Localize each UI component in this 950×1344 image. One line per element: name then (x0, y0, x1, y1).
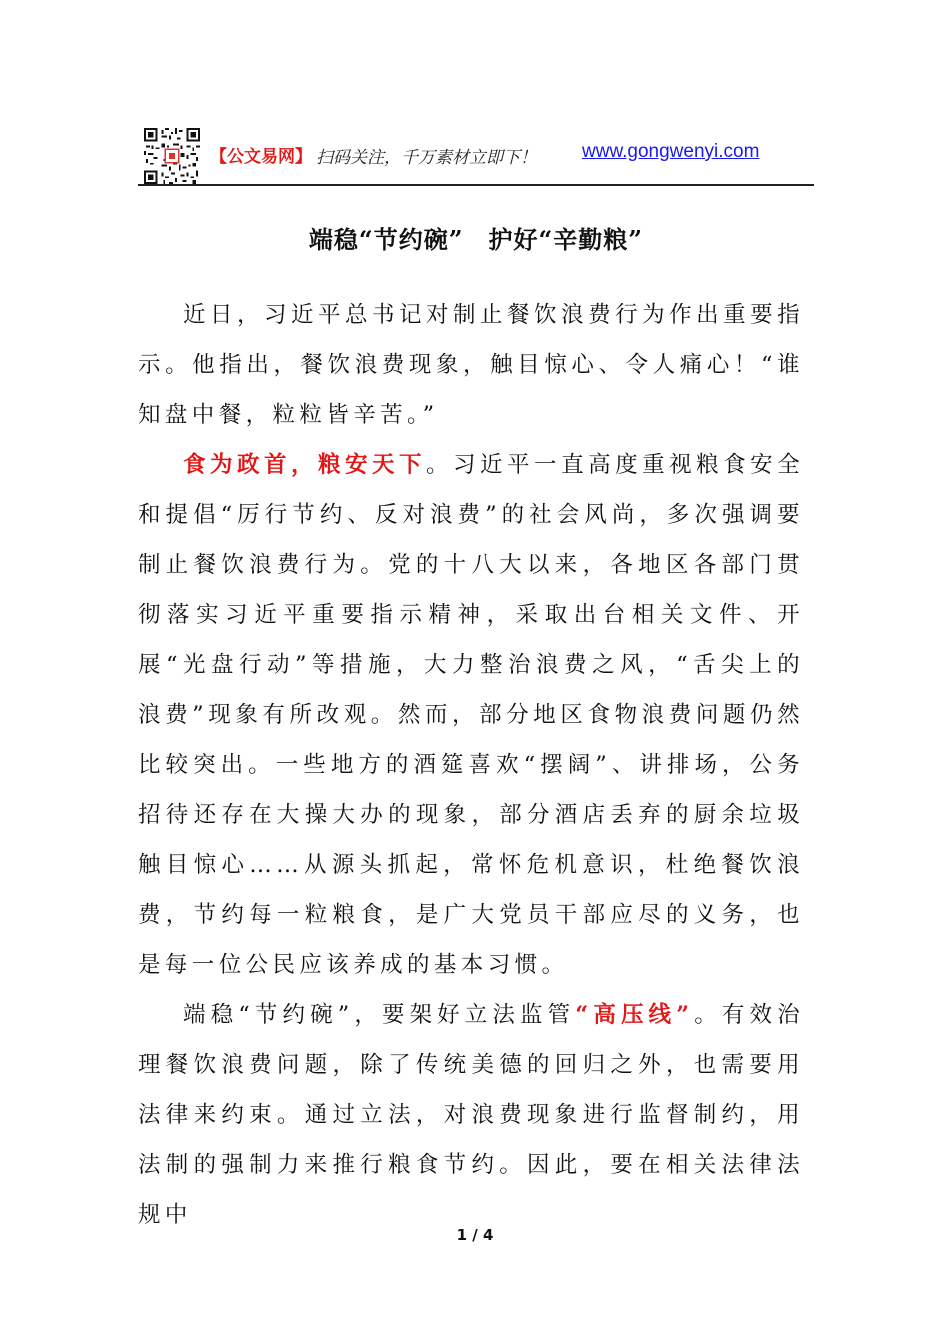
site-brand: 【公文易网】 (210, 147, 312, 167)
paragraph-3 (138, 990, 804, 1240)
header-banner (138, 126, 814, 186)
site-slogan: 扫码关注，千万素材立即下！ (316, 148, 537, 168)
site-url-link[interactable]: www.gongwenyi.com (582, 141, 760, 162)
qr-code-icon (144, 128, 200, 184)
paragraph-3-lead: 端稳“节约碗”，要架好立法监管 (183, 1002, 576, 1028)
document-title: 端稳“节约碗” 护好“辛勤粮” (308, 225, 644, 254)
paragraph-1: 近日，习近平总书记对制止餐饮浪费行为作出重要指示。他指出，餐饮浪费现象，触目惊心、令人痛心！“谁知盘中餐，粒粒皆辛苦。” (138, 302, 804, 428)
document-body (138, 290, 804, 1240)
paragraph-2-highlight: 食为政首，粮安天下 (183, 452, 427, 478)
page-number: 1 / 4 (456, 1226, 494, 1244)
paragraph-3-text: 。有效治理餐饮浪费问题，除了传统美德的回归之外，也需要用法律来约束。通过立法，对浪费现象进行监督制约，用法制的强制力来推行粮食节约。因此，要在相关法律法规中 (138, 1002, 804, 1228)
paragraph-2 (138, 440, 804, 990)
header-divider (138, 184, 814, 186)
paragraph-2-text: 。习近平一直高度重视粮食安全和提倡“厉行节约、反对浪费”的社会风尚，多次强调要制止餐饮浪费行为。党的十八大以来，各地区各部门贯彻落实习近平重要指示精神，采取出台相关文件、开展“光盘行动”等措施，大力整治浪费之风，“舌尖上的浪费”现象有所改观。然而，部分地区食物浪费问题仍然比较突出。一些地方的酒筵喜欢“摆阔”、讲排场，公务招待还存在大操大办的现象，部分酒店丢弃的厨余垃圾触目惊心……从源头抓起，常怀危机意识，杜绝餐饮浪费，节约每一粒粮食，是广大党员干部应尽的义务，也是每一位公民应该养成的基本习惯。 (138, 452, 804, 978)
paragraph-3-highlight: “高压线” (575, 1002, 694, 1028)
